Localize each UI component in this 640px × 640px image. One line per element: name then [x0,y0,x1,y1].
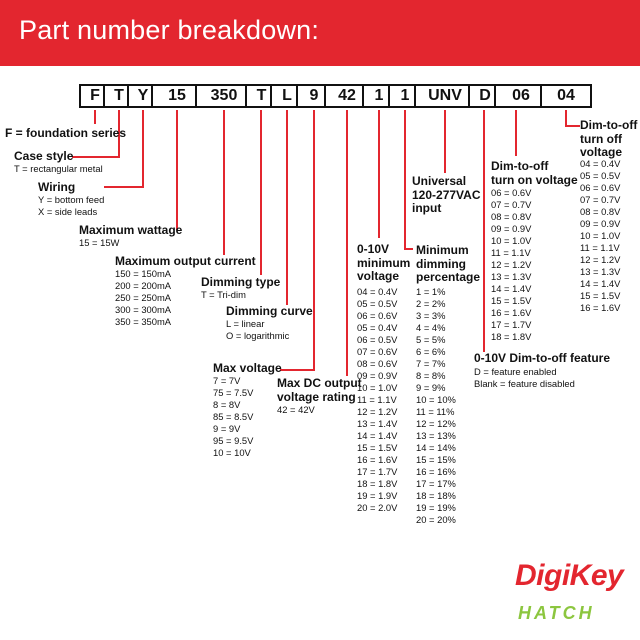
list-item: 14 = 1.4V [357,430,398,441]
list-item: 1 = 1% [416,286,446,297]
list-item: 20 = 2.0V [357,502,398,513]
title-line: voltage rating [277,389,356,404]
max-wattage-options [79,237,119,249]
max-output-current-title: Maximum output current [115,254,256,268]
part-code-turn-on: 06 [494,84,548,108]
list-item: 04 = 0.4V [580,158,621,169]
part-code-dimming-curve: L [270,84,304,108]
title-line: voltage [357,269,400,284]
list-item: 11 = 1.1V [491,247,531,258]
list-item: 16 = 16% [416,466,456,477]
connector-turn-off [566,110,580,126]
list-item: 05 = 0.5V [357,298,398,309]
foundation-label: F = foundation series [5,126,127,140]
list-item: 9 = 9% [416,382,446,393]
title-line: input [412,201,442,216]
title-line: 120-277VAC [412,187,481,202]
list-item: Blank = feature disabled [474,378,575,389]
list-item: 85 = 8.5V [213,411,254,422]
list-item: 12 = 1.2V [491,259,532,270]
dim-to-off-turn-off-options [580,158,620,314]
list-item: 18 = 1.8V [357,478,398,489]
list-item: 07 = 0.6V [357,346,398,357]
dim-to-off-turn-on-title [491,160,578,187]
list-item: 11 = 1.1V [357,394,397,405]
part-code-wattage: 15 [151,84,203,108]
list-item: 17 = 17% [416,478,456,489]
list-item: 12 = 1.2V [357,406,398,417]
title-line: minimum [357,255,411,270]
list-item: 10 = 1.0V [491,235,532,246]
max-voltage-options [213,375,253,459]
title-line: Universal [412,174,467,188]
list-item: 7 = 7V [213,375,241,386]
part-code-f: F [79,84,111,108]
min-voltage-title [357,243,410,284]
list-item: 11 = 11% [416,406,455,417]
title-line: voltage [580,145,623,160]
list-item: 75 = 7.5V [213,387,254,398]
list-item: 200 = 200mA [115,280,172,291]
wiring-options [38,194,104,218]
list-item: 12 = 12% [416,418,456,429]
list-item: 17 = 1.7V [357,466,398,477]
title-line: Max DC output [277,376,362,390]
part-code-min-voltage: 1 [362,84,396,108]
list-item: X = side leads [38,206,98,217]
min-voltage-options [357,286,397,514]
list-item: 13 = 1.3V [580,266,621,277]
list-item: 42 = 42V [277,404,315,415]
title-line: turn off [580,131,622,146]
list-item: L = linear [226,318,265,329]
list-item: 12 = 1.2V [580,254,621,265]
page-title: Part number breakdown: [19,15,320,45]
min-dimming-options [416,286,456,526]
min-dimming-title [416,244,480,285]
list-item: 10 = 10V [213,447,251,458]
dim-to-off-feature-title: 0-10V Dim-to-off feature [474,351,611,365]
list-item: 8 = 8V [213,399,241,410]
title-line: Minimum [416,243,469,257]
list-item: 13 = 13% [416,430,456,441]
list-item: 350 = 350mA [115,316,172,327]
list-item: 16 = 1.6V [580,302,621,313]
list-item: 11 = 1.1V [580,242,620,253]
part-code-y: Y [127,84,159,108]
wiring-title: Wiring [38,180,76,194]
list-item: 16 = 1.6V [357,454,398,465]
max-output-current-options [115,268,171,328]
universal-input-title [412,175,480,216]
hatch-logo: HATCH [518,603,595,623]
list-item: 04 = 0.4V [357,286,398,297]
title-line: turn on voltage [491,172,578,187]
list-item: Y = bottom feed [38,194,105,205]
dim-to-off-feature-options [474,366,575,390]
part-code-min-dimming: 1 [388,84,422,108]
title-line: dimming [416,256,466,271]
list-item: 5 = 5% [416,334,446,345]
list-item: D = feature enabled [474,366,557,377]
list-item: 05 = 0.4V [357,322,398,333]
list-item: 18 = 18% [416,490,456,501]
list-item: 3 = 3% [416,310,446,321]
list-item: 15 = 1.5V [491,295,532,306]
digikey-logo: DigiKey [515,559,624,592]
list-item: 13 = 1.4V [357,418,398,429]
list-item: 13 = 1.3V [491,271,532,282]
list-item: 08 = 0.8V [491,211,532,222]
max-dc-output-options [277,404,315,416]
list-item: 19 = 19% [416,502,456,513]
list-item: 2 = 2% [416,298,446,309]
list-item: 09 = 0.9V [491,223,532,234]
list-item: 18 = 1.8V [491,331,532,342]
list-item: 06 = 0.6V [580,182,621,193]
list-item: 20 = 20% [416,514,456,525]
list-item: 09 = 0.9V [357,370,398,381]
list-item: 8 = 8% [416,370,446,381]
part-code-current: 350 [195,84,253,108]
dim-to-off-turn-on-options [491,187,531,343]
case-style-title: Case style [14,149,74,163]
part-code-dim-to-off: D [468,84,502,108]
list-item: O = logarithmic [226,330,290,341]
title-line: Dim-to-off [491,159,549,173]
title-line: Dim-to-off [580,118,638,132]
dim-to-off-turn-off-title [580,119,637,160]
max-dc-output-title [277,377,362,404]
list-item: 6 = 6% [416,346,446,357]
list-item: 10 = 1.0V [357,382,398,393]
list-item: 14 = 1.4V [491,283,532,294]
list-item: 15 = 1.5V [580,290,621,301]
title-line: percentage [416,270,481,285]
list-item: 15 = 15% [416,454,456,465]
list-item: T = Tri-dim [201,289,246,300]
list-item: 06 = 0.6V [357,310,398,321]
list-item: 08 = 0.8V [580,206,621,217]
part-code-t: T [103,84,135,108]
list-item: 09 = 0.9V [580,218,621,229]
part-code-max-voltage: 9 [296,84,332,108]
list-item: 07 = 0.7V [580,194,621,205]
list-item: 15 = 1.5V [357,442,398,453]
list-item: 150 = 150mA [115,268,172,279]
dimming-type-title: Dimming type [201,275,281,289]
list-item: 4 = 4% [416,322,446,333]
list-item: 15 = 15W [79,237,120,248]
part-code-max-dc: 42 [324,84,370,108]
list-item: T = rectangular metal [14,163,103,174]
list-item: 300 = 300mA [115,304,172,315]
part-code-dimming-type: T [245,84,278,108]
title-line: 0-10V [357,242,390,256]
max-wattage-title: Maximum wattage [79,223,183,237]
list-item: 07 = 0.7V [491,199,532,210]
dimming-curve-title: Dimming curve [226,304,313,318]
list-item: 14 = 1.4V [580,278,621,289]
list-item: 06 = 0.5V [357,334,398,345]
list-item: 7 = 7% [416,358,446,369]
max-voltage-title: Max voltage [213,361,282,375]
part-code-turn-off: 04 [540,84,592,108]
list-item: 10 = 10% [416,394,456,405]
connector-wiring [104,110,143,187]
dimming-type-options [201,289,246,301]
list-item: 95 = 9.5V [213,435,254,446]
list-item: 14 = 14% [416,442,456,453]
list-item: 17 = 1.7V [491,319,532,330]
part-code-universal: UNV [414,84,476,108]
list-item: 9 = 9V [213,423,241,434]
list-item: 16 = 1.6V [491,307,532,318]
list-item: 05 = 0.5V [580,170,621,181]
case-style-options [14,163,103,175]
dimming-curve-options [226,318,289,342]
list-item: 10 = 1.0V [580,230,621,241]
list-item: 06 = 0.6V [491,187,532,198]
list-item: 250 = 250mA [115,292,172,303]
list-item: 19 = 1.9V [357,490,398,501]
list-item: 08 = 0.6V [357,358,398,369]
